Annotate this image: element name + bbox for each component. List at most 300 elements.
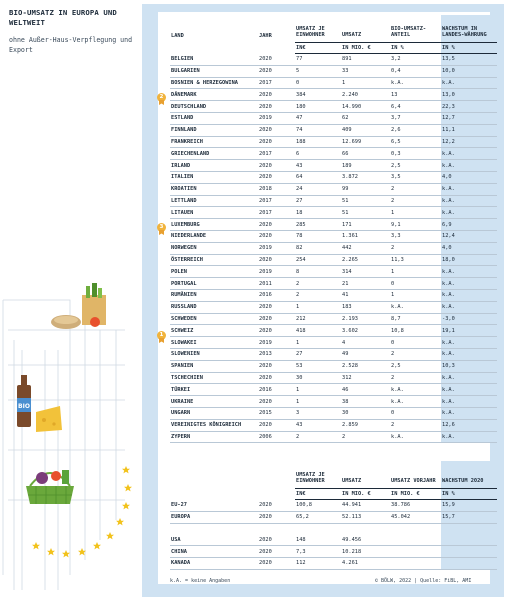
cell-jahr: 2020 xyxy=(258,313,295,325)
table-row xyxy=(170,242,497,254)
medal-icon-rank-1: 1 xyxy=(157,331,166,340)
cell-anteil: k.A. xyxy=(390,301,441,313)
cell-wachstum: 18,0 xyxy=(441,254,497,266)
cell-land: UNGARN xyxy=(170,407,258,419)
cell-wachstum: 13,0 xyxy=(441,89,497,101)
table-row xyxy=(170,511,497,523)
col-header-anteil: BIO-UMSATZ-ANTEIL xyxy=(391,25,427,39)
table-row xyxy=(170,325,497,337)
agg-header-je-einwohner: UMSATZ JE EINWOHNER xyxy=(296,471,325,485)
cell-anteil: 2,6 xyxy=(390,124,441,136)
medal-icon-rank-2: 2 xyxy=(157,93,166,102)
cell-land: DÄNEMARK xyxy=(170,89,258,101)
cell-umsatz: 1 xyxy=(341,77,390,89)
cell-jahr: 2020 xyxy=(258,160,295,172)
cell-land: KANADA xyxy=(170,557,258,569)
cell-je-einwohner: 2 xyxy=(295,289,341,301)
cell-je-einwohner: 53 xyxy=(295,360,341,372)
col-header-wachstum: WACHSTUM IN LANDES-WÄHRUNG xyxy=(441,15,497,43)
cell-jahr: 2020 xyxy=(258,419,295,431)
cell-umsatz: 46 xyxy=(341,384,390,396)
cell-umsatz: 2.265 xyxy=(341,254,390,266)
table-row xyxy=(170,230,497,242)
cell-wachstum xyxy=(441,557,497,569)
cell-land: SCHWEIZ xyxy=(170,325,258,337)
cell-anteil: 9,1 xyxy=(390,219,441,231)
cell-vorjahr xyxy=(390,546,441,558)
cell-jahr: 2019 xyxy=(258,242,295,254)
cell-je-einwohner: 30 xyxy=(295,372,341,384)
cell-anteil: 2 xyxy=(390,242,441,254)
spacer-cell xyxy=(170,523,258,534)
unit-wachstum: IN % xyxy=(441,43,497,54)
medal-icon-rank-3: 3 xyxy=(157,223,166,232)
cell-jahr: 2018 xyxy=(258,183,295,195)
cell-umsatz: 49.456 xyxy=(341,534,390,545)
cell-land: EU-27 xyxy=(170,500,258,512)
cell-land: IRLAND xyxy=(170,160,258,172)
footer-source: © BÖLW, 2022 | Quelle: FiBL, AMI xyxy=(375,578,472,584)
cell-umsatz: 52.113 xyxy=(341,511,390,523)
cell-jahr: 2020 xyxy=(258,65,295,77)
cell-anteil: k.A. xyxy=(390,384,441,396)
cell-land: KROATIEN xyxy=(170,183,258,195)
cell-jahr: 2020 xyxy=(258,534,295,545)
cell-je-einwohner: 7,3 xyxy=(295,546,341,558)
cell-anteil: k.A. xyxy=(390,431,441,443)
cell-jahr: 2020 xyxy=(258,511,295,523)
table-row xyxy=(170,557,497,569)
table-row xyxy=(170,136,497,148)
table-row xyxy=(170,384,497,396)
cell-je-einwohner: 0 xyxy=(295,77,341,89)
table-row xyxy=(170,431,497,443)
cell-umsatz: 3.872 xyxy=(341,171,390,183)
cell-land: BOSNIEN & HERZEGOWINA xyxy=(170,77,258,89)
agg-unit-wachstum: IN % xyxy=(441,489,497,500)
cell-jahr: 2019 xyxy=(258,337,295,349)
cell-land: PORTUGAL xyxy=(170,278,258,290)
cell-vorjahr xyxy=(390,534,441,545)
cell-umsatz: 2.240 xyxy=(341,89,390,101)
cell-vorjahr xyxy=(390,557,441,569)
cell-jahr: 2020 xyxy=(258,372,295,384)
cell-umsatz: 2.193 xyxy=(341,313,390,325)
cell-jahr: 2020 xyxy=(258,396,295,408)
cell-je-einwohner: 188 xyxy=(295,136,341,148)
cell-wachstum: 12,4 xyxy=(441,230,497,242)
table-row xyxy=(170,313,497,325)
cell-land: BELGIEN xyxy=(170,54,258,66)
unit-spacer xyxy=(170,43,258,54)
cell-land: RUSSLAND xyxy=(170,301,258,313)
cell-umsatz: 1.361 xyxy=(341,230,390,242)
cell-land: ESTLAND xyxy=(170,112,258,124)
cell-anteil: 3,5 xyxy=(390,171,441,183)
country-rows xyxy=(170,54,497,443)
cell-je-einwohner: 1 xyxy=(295,396,341,408)
cell-wachstum: -3,0 xyxy=(441,313,497,325)
cell-vorjahr: 45.042 xyxy=(390,511,441,523)
cell-umsatz: 2 xyxy=(341,431,390,443)
cell-wachstum: k.A. xyxy=(441,77,497,89)
cell-land: USA xyxy=(170,534,258,545)
cell-umsatz: 44.941 xyxy=(341,500,390,512)
cell-jahr: 2020 xyxy=(258,360,295,372)
cell-jahr: 2020 xyxy=(258,301,295,313)
cell-wachstum: 6,9 xyxy=(441,219,497,231)
cell-wachstum: 12,6 xyxy=(441,419,497,431)
cell-jahr: 2019 xyxy=(258,266,295,278)
table-row xyxy=(170,289,497,301)
cell-wachstum: 22,3 xyxy=(441,101,497,113)
table-row xyxy=(170,396,497,408)
table-row xyxy=(170,160,497,172)
cell-anteil: 0 xyxy=(390,278,441,290)
cell-jahr: 2017 xyxy=(258,77,295,89)
cell-wachstum: 11,1 xyxy=(441,124,497,136)
unit-spacer xyxy=(170,489,258,500)
cell-umsatz: 4 xyxy=(341,337,390,349)
cell-jahr: 2015 xyxy=(258,407,295,419)
cell-je-einwohner: 47 xyxy=(295,112,341,124)
shopping-illustration xyxy=(0,0,140,600)
page-subtitle: ohne Außer-Haus-Verpflegung und Export xyxy=(9,36,133,54)
cell-umsatz: 891 xyxy=(341,54,390,66)
cell-jahr: 2017 xyxy=(258,195,295,207)
cell-je-einwohner: 100,8 xyxy=(295,500,341,512)
cell-jahr: 2020 xyxy=(258,546,295,558)
cell-wachstum: 15,9 xyxy=(441,500,497,512)
cell-umsatz: 314 xyxy=(341,266,390,278)
cell-je-einwohner: 1 xyxy=(295,301,341,313)
cell-anteil: 2 xyxy=(390,348,441,360)
cell-jahr: 2020 xyxy=(258,500,295,512)
footer-note: k.A. = keine Angaben xyxy=(170,578,231,584)
cell-wachstum xyxy=(441,534,497,545)
bio-label: BIO xyxy=(18,403,30,410)
cell-je-einwohner: 8 xyxy=(295,266,341,278)
table-row xyxy=(170,112,497,124)
cell-land: ZYPERN xyxy=(170,431,258,443)
cell-wachstum: k.A. xyxy=(441,160,497,172)
unit-spacer xyxy=(258,489,295,500)
cell-umsatz: 66 xyxy=(341,148,390,160)
table-row xyxy=(170,534,497,545)
cell-jahr: 2020 xyxy=(258,124,295,136)
cell-land: LETTLAND xyxy=(170,195,258,207)
cell-wachstum: k.A. xyxy=(441,266,497,278)
col-header-jahr: JAHR xyxy=(259,32,272,39)
cell-land: FINNLAND xyxy=(170,124,258,136)
cell-anteil: 1 xyxy=(390,266,441,278)
spacer-cell xyxy=(390,523,441,534)
cell-anteil: 8,7 xyxy=(390,313,441,325)
cell-umsatz: 51 xyxy=(341,195,390,207)
cell-land: ITALIEN xyxy=(170,171,258,183)
cell-jahr: 2016 xyxy=(258,289,295,301)
cell-je-einwohner: 77 xyxy=(295,54,341,66)
cell-umsatz: 189 xyxy=(341,160,390,172)
cell-umsatz: 3.602 xyxy=(341,325,390,337)
cell-wachstum: 19,1 xyxy=(441,325,497,337)
cell-wachstum: 12,7 xyxy=(441,112,497,124)
cell-je-einwohner: 43 xyxy=(295,160,341,172)
aggregate-table xyxy=(170,461,497,570)
cell-land: GRIECHENLAND xyxy=(170,148,258,160)
aggregate-rows xyxy=(170,500,497,570)
cell-jahr: 2020 xyxy=(258,171,295,183)
table-row xyxy=(170,266,497,278)
cell-umsatz: 99 xyxy=(341,183,390,195)
table-row xyxy=(170,500,497,512)
cell-land: RUMÄNIEN xyxy=(170,289,258,301)
cell-land: UKRAINE xyxy=(170,396,258,408)
cell-je-einwohner: 1 xyxy=(295,337,341,349)
cell-land: BULGARIEN xyxy=(170,65,258,77)
cell-wachstum xyxy=(441,546,497,558)
cell-je-einwohner: 2 xyxy=(295,431,341,443)
cell-wachstum: k.A. xyxy=(441,372,497,384)
cell-wachstum: 10,3 xyxy=(441,360,497,372)
cell-anteil: 10,8 xyxy=(390,325,441,337)
cell-je-einwohner: 254 xyxy=(295,254,341,266)
table-row xyxy=(170,301,497,313)
cell-umsatz: 33 xyxy=(341,65,390,77)
cell-wachstum: 4,0 xyxy=(441,171,497,183)
unit-anteil: IN % xyxy=(390,43,441,54)
table-row xyxy=(170,254,497,266)
cell-jahr: 2017 xyxy=(258,207,295,219)
cell-je-einwohner: 27 xyxy=(295,195,341,207)
agg-header-spacer xyxy=(170,461,258,489)
cell-anteil: 3,3 xyxy=(390,230,441,242)
agg-unit-umsatz: IN MIO. € xyxy=(341,489,390,500)
cell-wachstum: k.A. xyxy=(441,337,497,349)
cell-land: SLOWENIEN xyxy=(170,348,258,360)
table-row xyxy=(170,372,497,384)
cell-jahr: 2017 xyxy=(258,148,295,160)
cell-jahr: 2020 xyxy=(258,230,295,242)
cell-jahr: 2006 xyxy=(258,431,295,443)
cell-umsatz: 51 xyxy=(341,207,390,219)
cell-je-einwohner: 285 xyxy=(295,219,341,231)
cell-anteil: k.A. xyxy=(390,396,441,408)
cell-land: VEREINIGTES KÖNIGREICH xyxy=(170,419,258,431)
agg-unit-je-einwohner: IN€ xyxy=(295,489,341,500)
table-row xyxy=(170,54,497,66)
table-row xyxy=(170,546,497,558)
unit-umsatz: IN MIO. € xyxy=(341,43,390,54)
table-row xyxy=(170,207,497,219)
cell-land: CHINA xyxy=(170,546,258,558)
cell-anteil: 0,3 xyxy=(390,148,441,160)
table-row xyxy=(170,337,497,349)
agg-header-spacer xyxy=(258,461,295,489)
cell-wachstum: k.A. xyxy=(441,148,497,160)
cell-anteil: 6,4 xyxy=(390,101,441,113)
cell-wachstum: 4,0 xyxy=(441,242,497,254)
cell-je-einwohner: 43 xyxy=(295,419,341,431)
table-row xyxy=(170,278,497,290)
cell-jahr: 2020 xyxy=(258,54,295,66)
table-row xyxy=(170,360,497,372)
table-row xyxy=(170,171,497,183)
cell-jahr: 2013 xyxy=(258,348,295,360)
cell-jahr: 2019 xyxy=(258,112,295,124)
cell-je-einwohner: 418 xyxy=(295,325,341,337)
cell-umsatz: 4.261 xyxy=(341,557,390,569)
cell-anteil: k.A. xyxy=(390,77,441,89)
cell-je-einwohner: 112 xyxy=(295,557,341,569)
cell-land: LITAUEN xyxy=(170,207,258,219)
cell-wachstum: k.A. xyxy=(441,431,497,443)
cell-jahr: 2020 xyxy=(258,325,295,337)
cell-je-einwohner: 212 xyxy=(295,313,341,325)
cell-anteil: 11,3 xyxy=(390,254,441,266)
cell-wachstum: k.A. xyxy=(441,207,497,219)
cell-anteil: 6,5 xyxy=(390,136,441,148)
cell-je-einwohner: 82 xyxy=(295,242,341,254)
cell-je-einwohner: 148 xyxy=(295,534,341,545)
agg-unit-vorjahr: IN MIO. € xyxy=(390,489,441,500)
spacer-cell xyxy=(295,523,341,534)
cell-je-einwohner: 6 xyxy=(295,148,341,160)
col-header-land: LAND xyxy=(171,32,184,39)
cell-anteil: 0 xyxy=(390,337,441,349)
cell-wachstum: k.A. xyxy=(441,278,497,290)
page-title: BIO-UMSATZ IN EUROPA UND WELTWEIT xyxy=(9,8,117,27)
cell-umsatz: 442 xyxy=(341,242,390,254)
agg-header-umsatz: UMSATZ xyxy=(342,478,362,485)
table-row xyxy=(170,219,497,231)
cell-wachstum: k.A. xyxy=(441,384,497,396)
cell-je-einwohner: 384 xyxy=(295,89,341,101)
agg-header-vorjahr: UMSATZ VORJAHR xyxy=(391,478,436,485)
cell-je-einwohner: 24 xyxy=(295,183,341,195)
table-row xyxy=(170,195,497,207)
cell-umsatz: 14.990 xyxy=(341,101,390,113)
cell-umsatz: 2.859 xyxy=(341,419,390,431)
cell-jahr: 2020 xyxy=(258,557,295,569)
cell-wachstum: k.A. xyxy=(441,289,497,301)
cell-je-einwohner: 78 xyxy=(295,230,341,242)
table-row xyxy=(170,348,497,360)
country-table xyxy=(170,15,497,443)
cell-land: TÜRKEI xyxy=(170,384,258,396)
cell-je-einwohner: 3 xyxy=(295,407,341,419)
cell-wachstum: 15,7 xyxy=(441,511,497,523)
cell-je-einwohner: 18 xyxy=(295,207,341,219)
cell-anteil: 0,4 xyxy=(390,65,441,77)
cell-jahr: 2020 xyxy=(258,219,295,231)
cell-umsatz: 10.218 xyxy=(341,546,390,558)
cell-wachstum: k.A. xyxy=(441,183,497,195)
cell-wachstum: 12,2 xyxy=(441,136,497,148)
cell-anteil: 2 xyxy=(390,195,441,207)
cell-umsatz: 12.699 xyxy=(341,136,390,148)
cell-land: FRANKREICH xyxy=(170,136,258,148)
cell-anteil: 13 xyxy=(390,89,441,101)
cell-je-einwohner: 27 xyxy=(295,348,341,360)
cell-jahr: 2011 xyxy=(258,278,295,290)
spacer-cell xyxy=(441,523,497,534)
table-row xyxy=(170,101,497,113)
cell-anteil: 2 xyxy=(390,183,441,195)
cell-umsatz: 312 xyxy=(341,372,390,384)
cell-land: TSCHECHIEN xyxy=(170,372,258,384)
cell-anteil: 2 xyxy=(390,419,441,431)
cell-anteil: 2,5 xyxy=(390,160,441,172)
cell-land: SLOWAKEI xyxy=(170,337,258,349)
table-row xyxy=(170,407,497,419)
cell-wachstum: 13,5 xyxy=(441,54,497,66)
cell-je-einwohner: 2 xyxy=(295,278,341,290)
cell-land: SPANIEN xyxy=(170,360,258,372)
cell-umsatz: 171 xyxy=(341,219,390,231)
cell-jahr: 2020 xyxy=(258,254,295,266)
cell-je-einwohner: 180 xyxy=(295,101,341,113)
cell-anteil: 3,7 xyxy=(390,112,441,124)
table-row xyxy=(170,89,497,101)
cell-je-einwohner: 65,2 xyxy=(295,511,341,523)
col-header-umsatz: UMSATZ xyxy=(342,32,362,39)
spacer-cell xyxy=(258,523,295,534)
cell-umsatz: 30 xyxy=(341,407,390,419)
illustration-area xyxy=(0,0,140,600)
cell-jahr: 2020 xyxy=(258,89,295,101)
cell-vorjahr: 38.786 xyxy=(390,500,441,512)
cell-anteil: 1 xyxy=(390,289,441,301)
cell-umsatz: 62 xyxy=(341,112,390,124)
table-row xyxy=(170,124,497,136)
cell-je-einwohner: 74 xyxy=(295,124,341,136)
cell-land: DEUTSCHLAND xyxy=(170,101,258,113)
cell-land: POLEN xyxy=(170,266,258,278)
cell-land: EUROPA xyxy=(170,511,258,523)
table-row xyxy=(170,419,497,431)
cell-umsatz: 38 xyxy=(341,396,390,408)
cell-land: SCHWEDEN xyxy=(170,313,258,325)
cell-wachstum: k.A. xyxy=(441,348,497,360)
cell-je-einwohner: 5 xyxy=(295,65,341,77)
cell-je-einwohner: 1 xyxy=(295,384,341,396)
cell-anteil: 1 xyxy=(390,207,441,219)
cell-umsatz: 21 xyxy=(341,278,390,290)
cell-umsatz: 41 xyxy=(341,289,390,301)
unit-je-einwohner: IN€ xyxy=(295,43,341,54)
cell-wachstum: k.A. xyxy=(441,407,497,419)
group-spacer xyxy=(170,523,497,534)
cell-anteil: 3,2 xyxy=(390,54,441,66)
table-row xyxy=(170,77,497,89)
cell-je-einwohner: 64 xyxy=(295,171,341,183)
cell-wachstum: 10,0 xyxy=(441,65,497,77)
cell-anteil: 2 xyxy=(390,372,441,384)
cell-umsatz: 409 xyxy=(341,124,390,136)
cell-jahr: 2020 xyxy=(258,101,295,113)
cell-jahr: 2016 xyxy=(258,384,295,396)
cell-wachstum: k.A. xyxy=(441,195,497,207)
cell-umsatz: 183 xyxy=(341,301,390,313)
cell-land: NORWEGEN xyxy=(170,242,258,254)
table-row xyxy=(170,183,497,195)
cell-jahr: 2020 xyxy=(258,136,295,148)
cell-umsatz: 49 xyxy=(341,348,390,360)
cell-land: NIEDERLANDE xyxy=(170,230,258,242)
cell-land: ÖSTERREICH xyxy=(170,254,258,266)
unit-spacer xyxy=(258,43,295,54)
